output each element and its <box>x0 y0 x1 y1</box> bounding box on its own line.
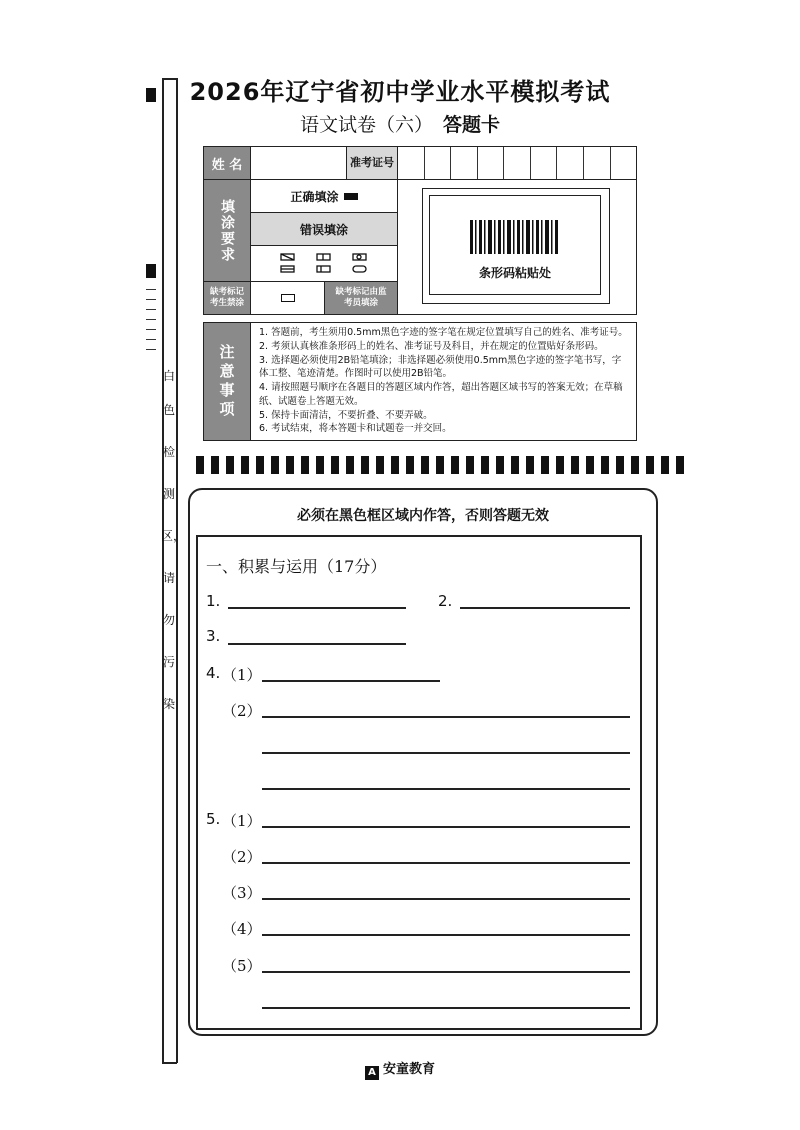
notice-label: 注意事项 <box>203 322 251 441</box>
notice-item: 1. 答题前，考生须用0.5mm黑色字迹的签字笔在规定位置填写自己的姓名、准考证号。 <box>259 327 628 338</box>
side-char: 测 <box>162 487 175 501</box>
notice-item: 6. 考试结束，将本答题卡和试题卷一并交回。 <box>259 423 452 435</box>
notice-item: 2. 考须认真核准条形码上的姓名、准考证号及科目，并在规定的位置贴好条形码。 <box>259 340 604 352</box>
answer-line-5-1[interactable] <box>262 826 630 828</box>
page-subtitle <box>0 110 800 137</box>
answer-line-5-4[interactable] <box>262 934 630 936</box>
timing-ticks <box>146 282 156 352</box>
notice-item: 5. 保持卡面清洁，不要折叠、不要弄破。 <box>259 409 433 421</box>
answer-line-4-1[interactable] <box>262 680 440 682</box>
barcode-label: 条形码粘贴处 <box>478 266 551 280</box>
wrong-mark-icons <box>251 246 396 280</box>
sub-question-4-2: （2） <box>222 702 262 720</box>
answer-line-5-3[interactable] <box>262 898 630 900</box>
absent-mark-proctor-label: 缺考标记由监考员填涂 <box>324 281 398 315</box>
answer-line-2[interactable] <box>460 607 630 609</box>
notice-list <box>259 326 630 436</box>
brand-name: 安童教育 <box>382 1062 435 1077</box>
answer-line-5-5b[interactable] <box>262 1007 630 1009</box>
side-char: 白 <box>162 369 175 383</box>
question-number-3: 3. <box>206 627 221 645</box>
barcode-frame <box>422 188 610 304</box>
barcode-icon <box>470 220 560 256</box>
subtitle-main: 语文试卷（六） <box>299 114 433 136</box>
registration-mark-middle <box>146 264 156 278</box>
filled-mark-icon <box>344 193 358 200</box>
footer-brand <box>0 1058 800 1080</box>
wrong-fill-examples <box>250 245 398 282</box>
sub-question-5-1: （1） <box>222 812 262 830</box>
name-field[interactable] <box>250 146 347 180</box>
answer-inner-frame <box>196 535 642 1030</box>
notice-item: 4. 请按照题号顺序在各题目的答题区域内作答，超出答题区域书写的答案无效；在草稿纸、试题卷上答题无效。 <box>259 382 623 407</box>
page-title: 2026年辽宁省初中学业水平模拟考试 <box>189 78 611 106</box>
notice-box <box>250 322 637 441</box>
ticket-number-boxes[interactable] <box>397 146 637 180</box>
answer-line-1[interactable] <box>228 607 406 609</box>
side-char: 色 <box>162 403 175 417</box>
brand-logo-icon: A <box>365 1066 379 1080</box>
sub-question-5-2: （2） <box>222 848 262 866</box>
answer-warning: 必须在黑色框区域内作答，否则答题无效 <box>297 508 549 524</box>
side-char: 区， <box>161 529 186 543</box>
side-char: 污 <box>162 655 175 669</box>
side-char: 染 <box>162 697 175 711</box>
barcode-area <box>397 179 637 315</box>
section-title: 一、积累与运用（17分） <box>206 557 387 576</box>
subtitle-card: 答题卡 <box>443 114 501 136</box>
absent-mark-box[interactable] <box>250 281 325 315</box>
correct-fill-example: 正确填涂 <box>250 179 398 213</box>
question-number-4: 4. <box>206 664 221 682</box>
side-char: 请 <box>162 571 175 585</box>
ticket-label: 准考证号 <box>346 146 398 180</box>
empty-mark-icon <box>281 294 295 302</box>
side-char: 勿 <box>162 613 175 627</box>
sub-question-5-5: （5） <box>222 957 262 975</box>
answer-line-4-2c[interactable] <box>262 788 630 790</box>
side-char: 检 <box>162 445 175 459</box>
question-number-5: 5. <box>206 810 221 828</box>
question-number-2: 2. <box>438 592 453 610</box>
registration-mark-top <box>146 88 156 102</box>
fill-requirement-label: 填涂要求 <box>203 179 251 282</box>
sub-question-4-1: （1） <box>222 666 262 684</box>
left-strip-cap <box>162 78 177 80</box>
timing-mark-row <box>196 456 684 474</box>
barcode-inner-frame <box>429 195 601 295</box>
answer-line-3[interactable] <box>228 643 406 645</box>
answer-line-4-2a[interactable] <box>262 716 630 718</box>
question-number-1: 1. <box>206 592 221 610</box>
sub-question-5-3: （3） <box>222 884 262 902</box>
answer-line-4-2b[interactable] <box>262 752 630 754</box>
answer-line-5-5a[interactable] <box>262 971 630 973</box>
name-label: 姓 名 <box>203 146 251 180</box>
notice-item: 3. 选择题必须使用2B铅笔填涂；非选择题必须使用0.5mm黑色字迹的签字笔书写，字体工整、笔迹清楚。作图时可以使用2B铅笔。 <box>259 354 622 380</box>
answer-line-5-2[interactable] <box>262 862 630 864</box>
sub-question-5-4: （4） <box>222 920 262 938</box>
absent-mark-examinee-label: 缺考标记考生禁涂 <box>203 281 251 315</box>
white-detect-zone-text <box>161 369 186 711</box>
wrong-fill-label: 错误填涂 <box>250 212 398 246</box>
